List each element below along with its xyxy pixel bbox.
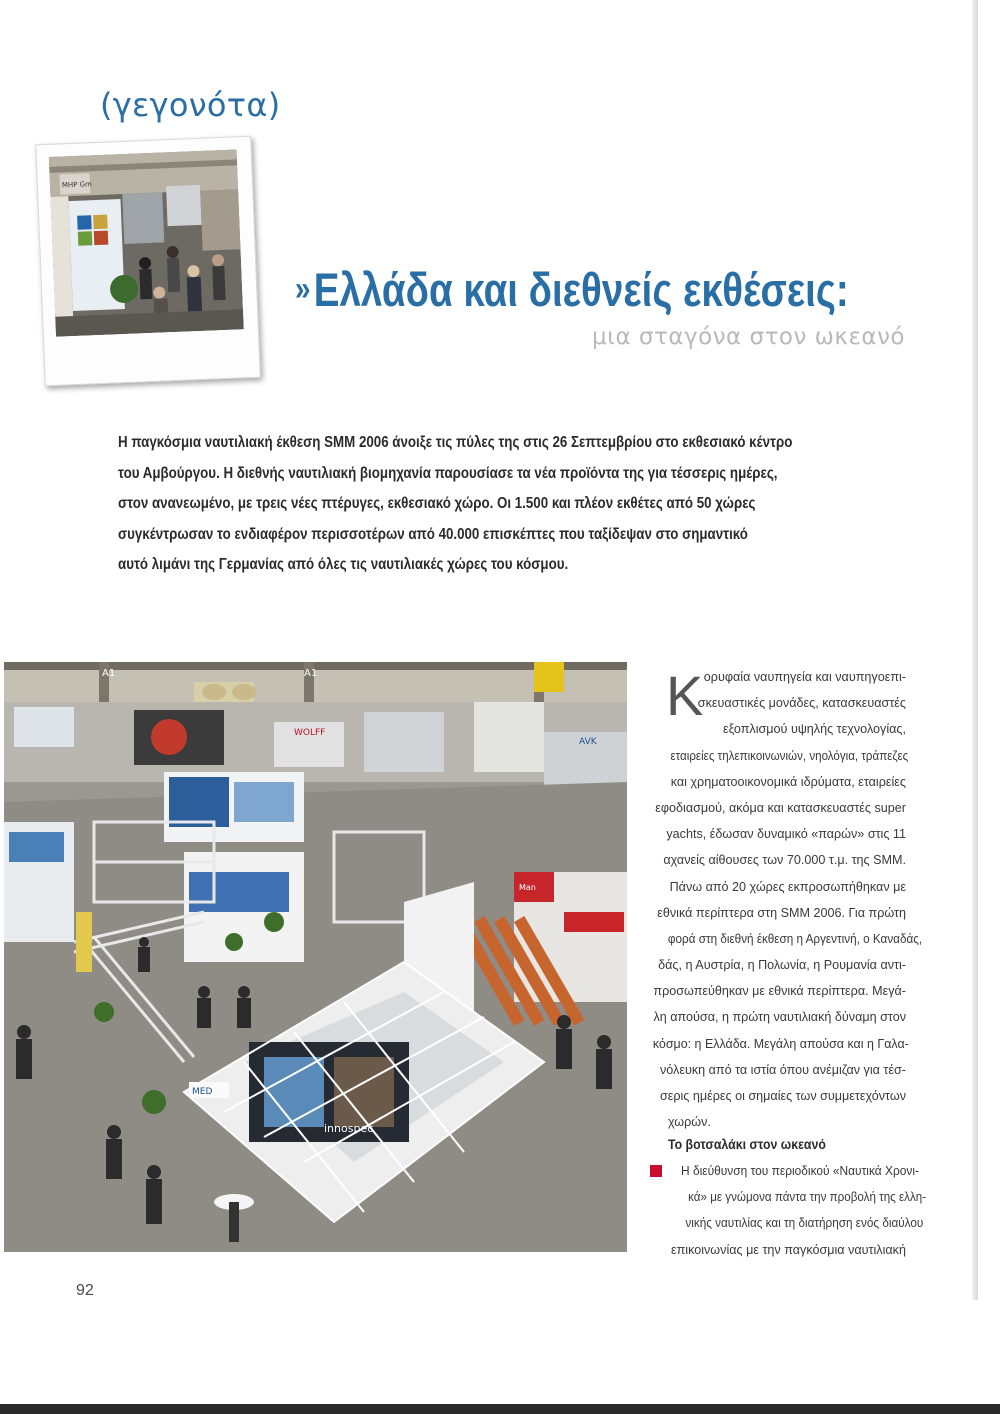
page-number: 92 [76, 1282, 94, 1299]
body-line: προσωπεύθηκαν με εθνικά περίπτερα. Μεγά- [653, 984, 906, 999]
lead-line: συγκέντρωσαν το ενδιαφέρον περισσοτέρων από 40.000 επισκέπτες που ταξίδεψαν στο σημαντικό [118, 525, 748, 543]
section-subheading: Το βοτσαλάκι στον ωκεανό [668, 1136, 826, 1152]
body-line: Η διεύθυνση του περιοδικού «Ναυτικά Χρονι- [681, 1164, 919, 1178]
body-line: εταιρείες τηλεπικοινωνιών, νηολόγια, τράπεζες [670, 748, 909, 763]
body-line: yachts, έδωσαν δυναμικό «παρών» στις 11 [666, 827, 906, 842]
polaroid-sign: MHP Gm [61, 180, 93, 190]
polaroid-photo-frame [35, 136, 261, 386]
page-margin [978, 0, 1000, 1414]
body-text-column [650, 664, 923, 1135]
body-line: αχανείς αίθουσες των 70.000 τ.μ. της SMM. [663, 853, 906, 868]
body-line: χωρών. [668, 1115, 711, 1130]
section-label: (γεγονότα) [100, 86, 281, 124]
lead-paragraph [118, 428, 878, 581]
body-line: φορά στη διεθνή έκθεση η Αργεντινή, ο Καναδάς, [667, 931, 923, 946]
body-line: λη απούσα, η πρώτη ναυτιλιακή δύναμη στον [653, 1010, 906, 1025]
body-line: κά» με γνώμονα πάντα την προβολή της ελλη- [688, 1190, 927, 1205]
body-line: Πάνω από 20 χώρες εκπροσωπήθηκαν με [669, 879, 906, 894]
chevron-double-right-icon: » [295, 270, 306, 308]
hall-sign: AVK [579, 737, 597, 747]
exhibition-hall-photo [4, 662, 627, 1252]
section-label-text: γεγονότα [112, 86, 268, 124]
hall-sign: A1 [304, 668, 318, 679]
body-line: σκευαστικές μονάδες, κατασκευαστές [697, 696, 906, 711]
lead-line: αυτό λιμάνι της Γερμανίας από όλες τις ναυτιλιακές χώρες του κόσμου. [118, 556, 569, 573]
body-line: νόλευκη από τα ιστία όπου ανέμιζαν για τέσ- [659, 1062, 906, 1077]
body-line: εθνικά περίπτερα στη SMM 2006. Για πρώτη [657, 905, 906, 920]
body-line: ορυφαία ναυπηγεία και ναυπηγοεπι- [703, 670, 906, 684]
body-line: δάς, η Αυστρία, η Πολωνία, η Ρουμανία αντι- [658, 958, 906, 973]
hall-sign: MED [192, 1087, 213, 1097]
hall-sign: innospec [324, 1122, 374, 1135]
red-square-bullet-icon [650, 1165, 662, 1177]
polaroid-photo [49, 149, 244, 336]
body-line: εφοδιασμού, ακόμα και κατασκευαστές super [655, 800, 906, 815]
bottom-border [0, 1404, 1000, 1414]
dropcap: Κ [666, 664, 704, 727]
hall-sign: A1 [102, 668, 116, 679]
body-line: εξοπλισμού υψηλής τεχνολογίας, [723, 722, 906, 737]
body-line: κόσμο: η Ελλάδα. Μεγάλη απούσα και η Γαλα- [652, 1036, 909, 1051]
article-title: » Ελλάδα και διεθνείς εκθέσεις: [295, 263, 849, 316]
lead-line: στον ανανεωμένο, με τρεις νέες πτέρυγες, εκθεσιακό χώρο. Οι 1.500 και πλέον εκθέτες από 50 χώρες [118, 495, 756, 512]
body-text-column-2 [668, 1158, 927, 1263]
lead-line: Η παγκόσμια ναυτιλιακή έκθεση SMM 2006 άνοιξε τις πύλες της στις 26 Σεπτεμβρίου στο εκθεσιακό κέντρο [118, 434, 793, 451]
lead-line: του Αμβούργου. Η διεθνής ναυτιλιακή βιομηχανία παρουσίασε τα νέα προϊόντα της για τέσσερις ημέρες, [118, 464, 778, 482]
body-line: σερις ημέρες οι σημαίες των συμμετεχόντων [659, 1089, 906, 1103]
article-subtitle: μια σταγόνα στον ωκεανό [592, 324, 905, 350]
body-line: και χρηματοοικονομικά ιδρύματα, εταιρείες [670, 774, 906, 789]
hall-sign: WOLFF [294, 728, 326, 738]
hall-sign: Man [519, 883, 536, 892]
body-line: επικοινωνίας με την παγκόσμια ναυτιλιακή [670, 1242, 906, 1257]
body-line: νικής ναυτιλίας και τη διατήρηση ενός διαύλου [685, 1216, 924, 1231]
